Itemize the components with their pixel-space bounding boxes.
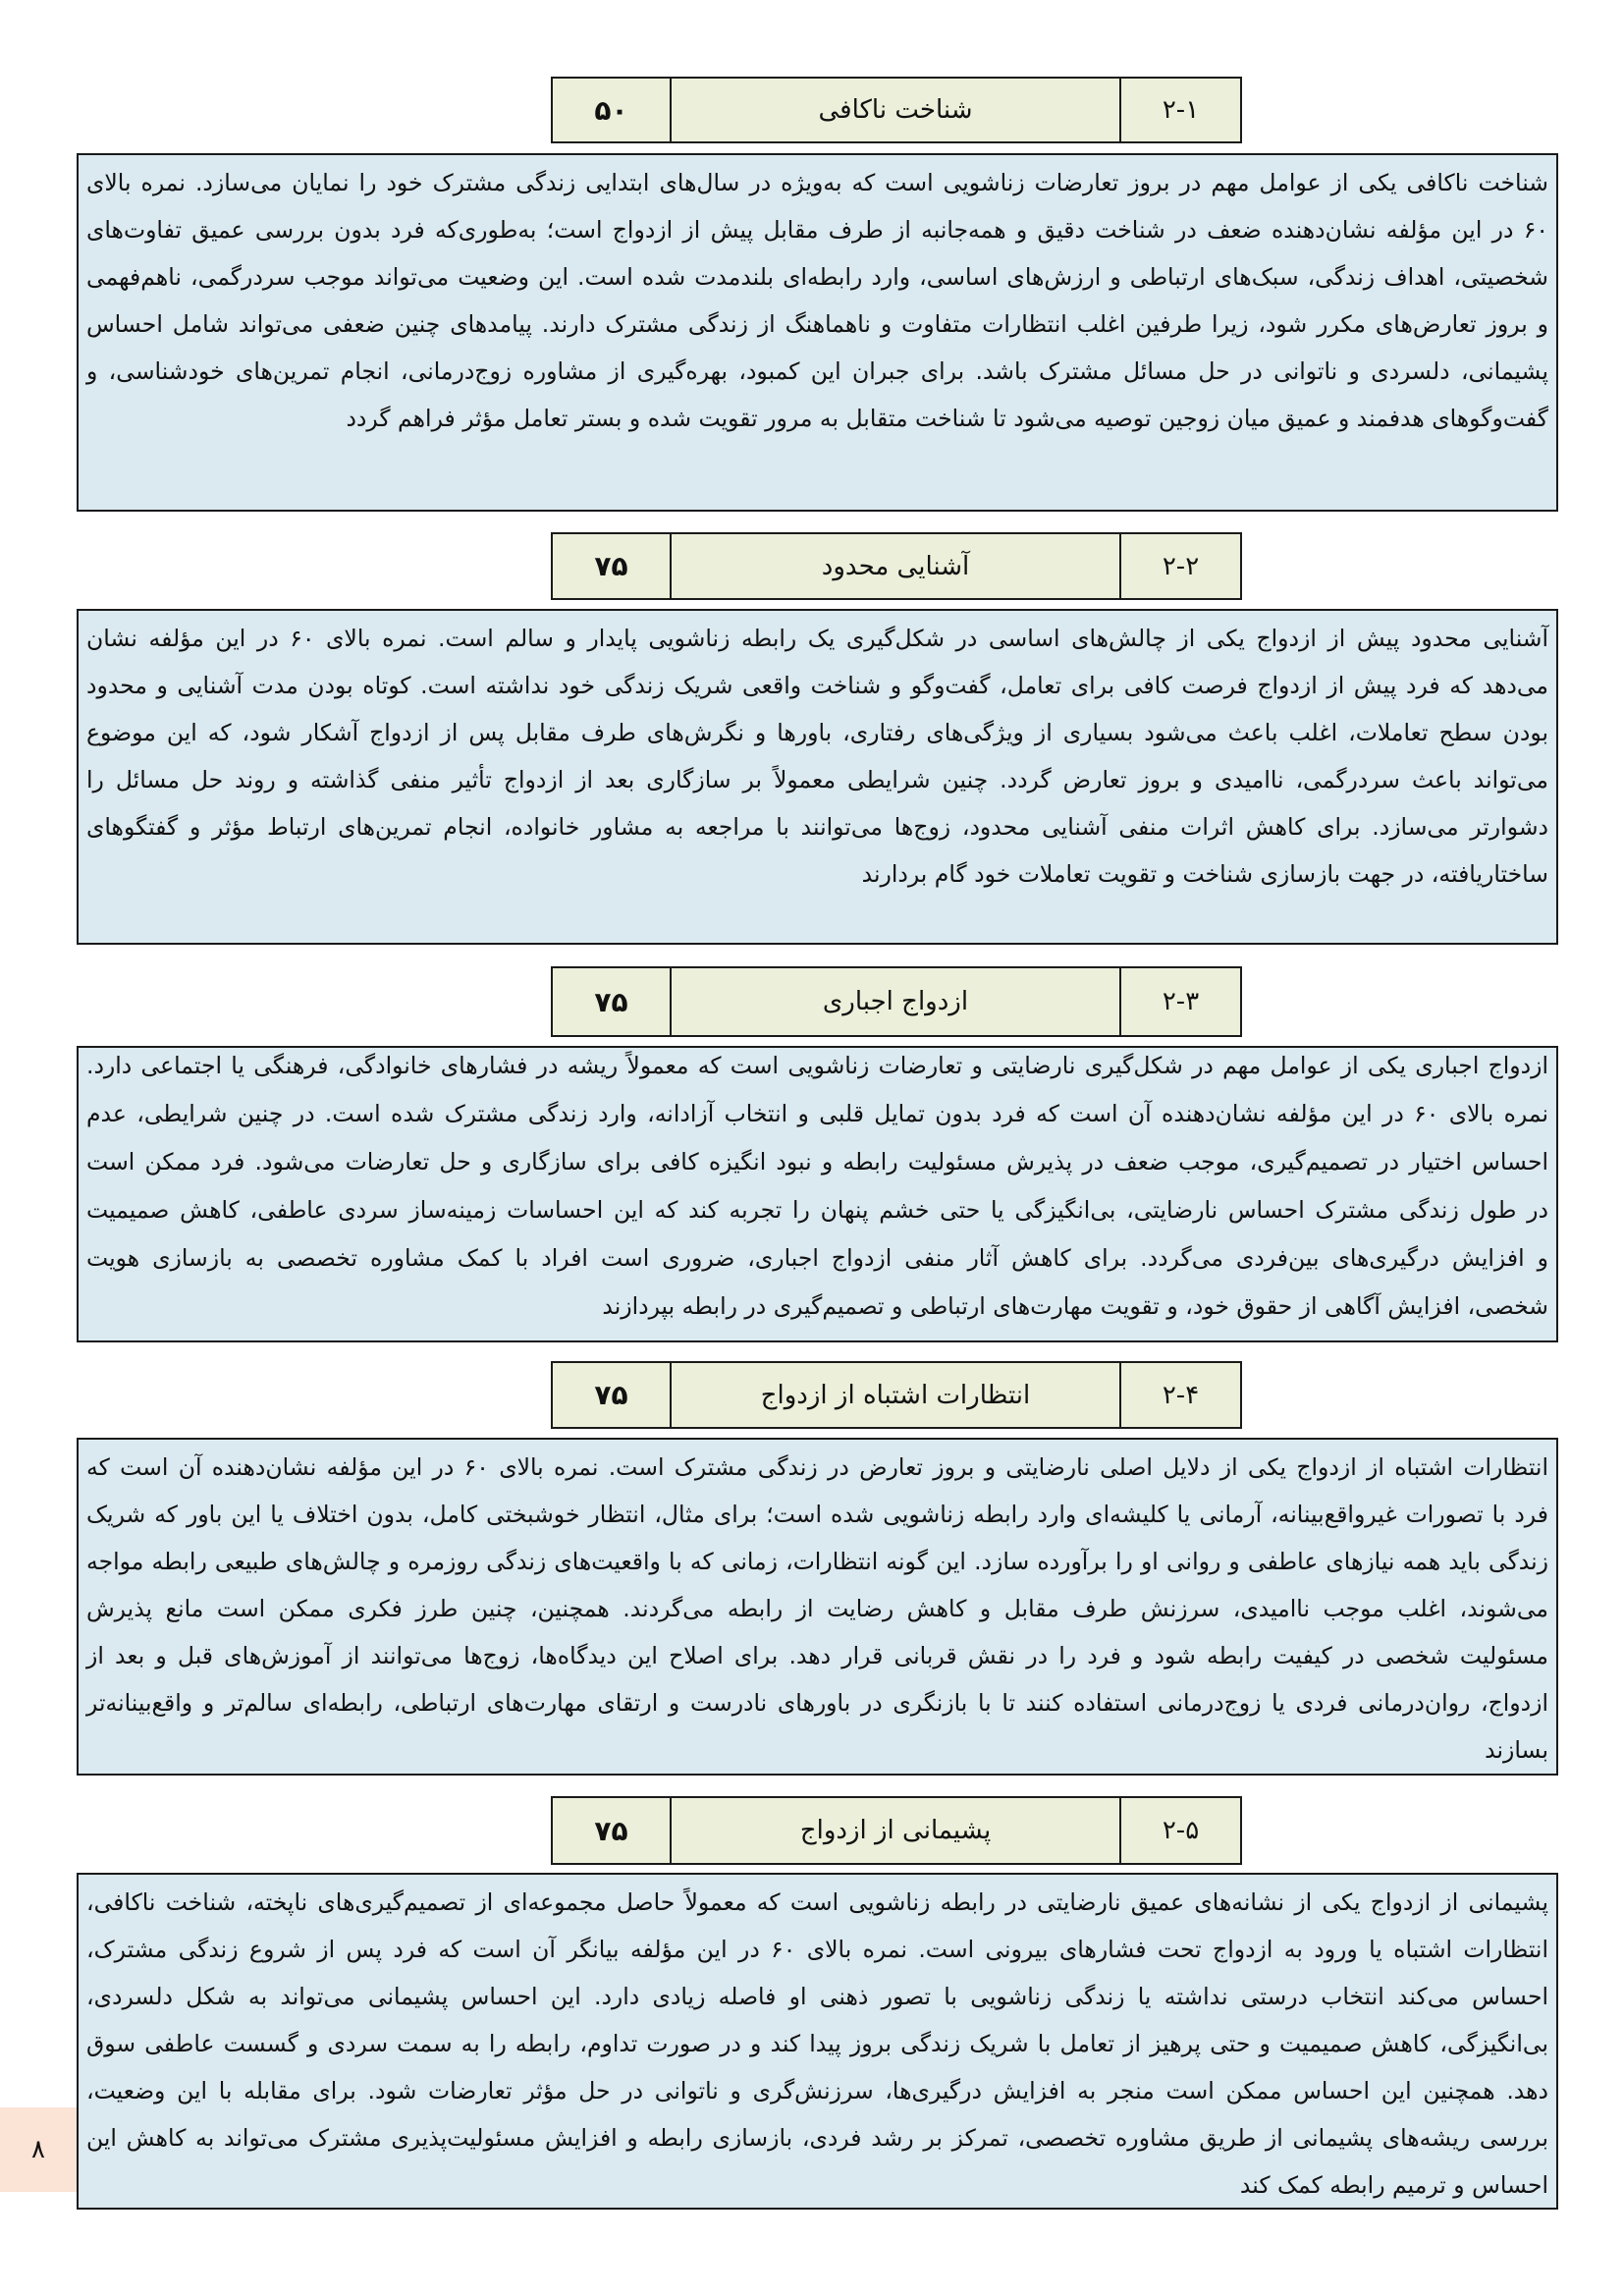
section-5-body-line: بررسی ریشه‌های پشیمانی از طریق مشاوره تخصصی، تمرکز بر رشد فردی، بازسازی رابطه و افزایش مسئولیت‌پذیری مشترک می‌تواند به کاهش این — [86, 2124, 1548, 2152]
section-4-header — [551, 1361, 1242, 1429]
section-3-body-line: احساس اختیار در تصمیم‌گیری، موجب ضعف در پذیرش مسئولیت رابطه و نبود انگیزه کافی برای سازگاری و حل تعارضات می‌شود. فرد ممکن است — [86, 1148, 1548, 1175]
section-2-score: ۷۵ — [553, 534, 672, 598]
section-4-body-line: می‌شوند، اغلب موجب ناامیدی، سرزنش طرف مقابل و کاهش رضایت از رابطه می‌گردند. همچنین، چنین طرز فکری ممکن است مانع پذیرش — [86, 1595, 1548, 1622]
section-5-body-line: احساس و ترمیم رابطه کمک کند — [1239, 2171, 1548, 2199]
section-4-body-line: زندگی باید همه نیازهای عاطفی و روانی او را برآورده سازد. این گونه انتظارات، زمانی که با واقعیت‌های زندگی روزمره و چالش‌های طبیعی رابطه مواجه — [86, 1548, 1548, 1575]
section-1-header — [551, 77, 1242, 143]
section-3-body-line: در طول زندگی مشترک احساس نارضایتی، بی‌انگیزگی یا حتی خشم پنهان را تجربه کند که این احساسات زمینه‌ساز سردی عاطفی، کاهش صمیمیت — [86, 1196, 1548, 1224]
section-5-title: پشیمانی از ازدواج — [672, 1798, 1121, 1863]
section-3-body-line: و افزایش درگیری‌های بین‌فردی می‌گردد. برای کاهش آثار منفی ازدواج اجباری، ضروری است افراد با کمک مشاوره تخصصی به بازسازی هویت — [86, 1244, 1548, 1272]
section-5-score: ۷۵ — [553, 1798, 672, 1863]
section-2-body-line: بودن سطح تعاملات، اغلب باعث می‌شود بسیاری از ویژگی‌های رفتاری، باورها و نگرش‌های طرف مقابل پس از ازدواج آشکار شود، که این موضوع — [86, 719, 1548, 746]
section-2-body-line: دشوارتر می‌سازد. برای کاهش اثرات منفی آشنایی محدود، زوج‌ها می‌توانند با مراجعه به مشاور خانواده، انجام تمرین‌های ارتباط مؤثر و گفتگوهای — [86, 813, 1548, 841]
section-3-body-line: ازدواج اجباری یکی از عوامل مهم در شکل‌گیری نارضایتی و تعارضات زناشویی است که معمولاً ریشه در فشارهای خانوادگی، فرهنگی یا اجتماعی دارد. — [86, 1052, 1548, 1079]
section-4-body-line: مسئولیت شخصی در کیفیت رابطه شود و فرد را در نقش قربانی قرار دهد. برای اصلاح این دیدگاه‌ها، زوج‌ها می‌توانند از آموزش‌های قبل و بعد از — [86, 1642, 1548, 1669]
section-5-body-line: انتظارات اشتباه یا ورود به ازدواج تحت فشارهای بیرونی است. نمره بالای ۶۰ در این مؤلفه بیانگر آن است که فرد پس از شروع زندگی مشترک، — [86, 1936, 1548, 1963]
section-2-body-line: می‌تواند باعث سردرگمی، ناامیدی و بروز تعارض گردد. چنین شرایطی معمولاً بر سازگاری بعد از ازدواج تأثیر منفی گذاشته و روند حل مسائل را — [86, 766, 1548, 793]
section-1-body-line: و بروز تعارض‌های مکرر شود، زیرا طرفین اغلب انتظارات متفاوت و ناهماهنگ از زندگی مشترک دارند. پیامدهای چنین ضعفی می‌تواند شامل احساس — [86, 310, 1548, 338]
section-1-body-line: شناخت ناکافی یکی از عوامل مهم در بروز تعارضات زناشویی است که به‌ویژه در سال‌های ابتدایی زندگی مشترک خود را نمایان می‌سازد. نمره بالای — [86, 169, 1548, 196]
section-5-body-line: بی‌انگیزگی، کاهش صمیمیت و حتی پرهیز از تعامل با شریک زندگی بروز پیدا کند و در صورت تداوم، رابطه را به سمت سردی و گسست عاطفی سوق — [86, 2030, 1548, 2057]
section-5-code: ۲-۵ — [1162, 1816, 1200, 1845]
section-3-body-line: نمره بالای ۶۰ در این مؤلفه نشان‌دهنده آن است که فرد بدون تمایل قلبی و انتخاب آزادانه، وارد زندگی مشترک شده است. در چنین شرایطی، عدم — [86, 1100, 1548, 1127]
section-5-body — [77, 1873, 1558, 2210]
section-1-score: ۵۰ — [553, 79, 672, 141]
section-4-score: ۷۵ — [553, 1363, 672, 1427]
section-3-body — [77, 1046, 1558, 1342]
section-1-body-line: ۶۰ در این مؤلفه نشان‌دهنده ضعف در شناخت دقیق و همه‌جانبه از طرف مقابل پیش از ازدواج است؛ به‌طوری‌که فرد بدون بررسی عمیق تفاوت‌های — [86, 216, 1548, 244]
section-1-body-line: شخصیتی، اهداف زندگی، سبک‌های ارتباطی و ارزش‌های اساسی، وارد رابطه‌ای بلندمدت شده است. این وضعیت می‌تواند موجب سردرگمی، ناهم‌فهمی — [86, 263, 1548, 291]
section-3-code: ۲-۳ — [1162, 987, 1200, 1016]
section-5-header — [551, 1796, 1242, 1865]
section-1-title: شناخت ناکافی — [672, 79, 1121, 141]
section-1-body — [77, 153, 1558, 512]
section-2-title: آشنایی محدود — [672, 534, 1121, 598]
section-4-body — [77, 1438, 1558, 1776]
section-5-body-line: احساس می‌کند انتخاب درستی نداشته یا زندگی زناشویی با تصور ذهنی او فاصله زیادی دارد. این احساس پشیمانی می‌تواند به شکل دلسردی، — [86, 1983, 1548, 2010]
section-2-body-line: آشنایی محدود پیش از ازدواج یکی از چالش‌های اساسی در شکل‌گیری یک رابطه زناشویی پایدار و سالم است. نمره بالای ۶۰ در این مؤلفه نشان — [86, 625, 1549, 652]
section-4-code: ۲-۴ — [1162, 1380, 1200, 1410]
section-1-code: ۲-۱ — [1162, 95, 1200, 125]
section-2-body-line: می‌دهد که فرد پیش از ازدواج فرصت کافی برای تعامل، گفت‌وگو و شناخت واقعی شریک زندگی خود نداشته است. کوتاه بودن مدت آشنایی و محدود — [86, 672, 1548, 699]
section-3-header — [551, 966, 1242, 1037]
section-4-body-line: ازدواج، روان‌درمانی فردی یا زوج‌درمانی استفاده کنند تا با بازنگری در باورهای نادرست و ارتقای مهارت‌های ارتباطی، رابطه‌ای سالم‌تر و واقع‌بینانه‌تر — [86, 1689, 1548, 1717]
section-4-body-line: بسازند — [1485, 1736, 1548, 1764]
section-2-body — [77, 609, 1558, 945]
section-5-body-line: پشیمانی از ازدواج یکی از نشانه‌های عمیق نارضایتی در رابطه زناشویی است که معمولاً حاصل مجموعه‌ای از تصمیم‌گیری‌های ناپخته، شناخت ناکافی، — [86, 1888, 1548, 1916]
section-3-score: ۷۵ — [553, 968, 672, 1035]
section-3-body-line: شخصی، افزایش آگاهی از حقوق خود، و تقویت مهارت‌های ارتباطی و تصمیم‌گیری در رابطه بپردازند — [602, 1292, 1548, 1320]
section-2-body-line: ساختاریافته، در جهت بازسازی شناخت و تقویت تعاملات خود گام بردارند — [861, 860, 1548, 888]
section-2-header — [551, 532, 1242, 600]
section-4-title: انتظارات اشتباه از ازدواج — [672, 1363, 1121, 1427]
section-1-body-line: پشیمانی، دلسردی و ناتوانی در حل مسائل مشترک باشد. برای جبران این کمبود، بهره‌گیری از مشاوره زوج‌درمانی، انجام تمرین‌های خودشناسی، و — [86, 357, 1548, 385]
section-3-title: ازدواج اجباری — [672, 968, 1121, 1035]
section-4-body-line: فرد با تصورات غیرواقع‌بینانه، آرمانی یا کلیشه‌ای وارد رابطه زناشویی شده است؛ برای مثال، انتظار خوشبختی کامل، بدون اختلاف یا این باور که شریک — [86, 1501, 1548, 1528]
section-5-body-line: دهد. همچنین این احساس ممکن است منجر به افزایش درگیری‌ها، سرزنش‌گری و ناتوانی در حل مؤثر تعارضات شود. برای مقابله با این وضعیت، — [86, 2077, 1548, 2105]
page-number: ۸ — [0, 2107, 77, 2192]
section-2-code: ۲-۲ — [1162, 551, 1200, 581]
section-1-body-line: گفت‌وگوهای هدفمند و عمیق میان زوجین توصیه می‌شود تا شناخت متقابل به مرور تقویت شده و بستر تعامل مؤثر فراهم گردد — [346, 405, 1548, 432]
section-4-body-line: انتظارات اشتباه از ازدواج یکی از دلایل اصلی نارضایتی و بروز تعارض در زندگی مشترک است. نمره بالای ۶۰ در این مؤلفه نشان‌دهنده آن است که — [86, 1453, 1548, 1481]
